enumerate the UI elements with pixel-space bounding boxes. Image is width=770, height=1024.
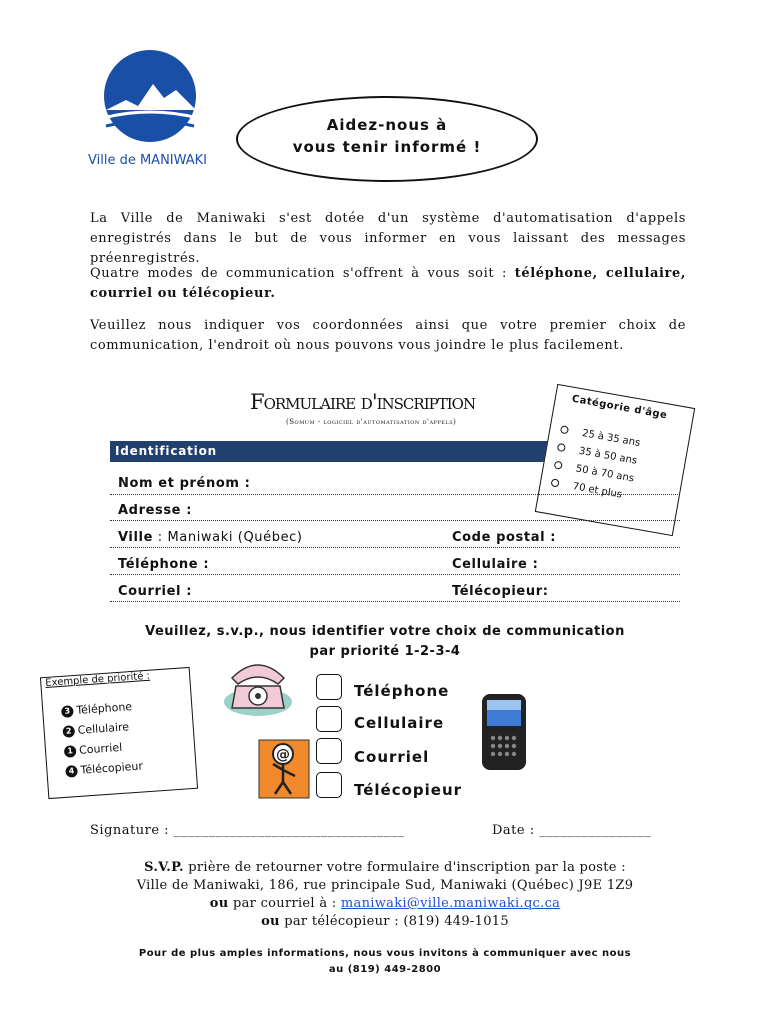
identification-header: Identification [110,441,560,461]
intro-paragraph-1: La Ville de Maniwaki s'est dotée d'un système d'automatisation d'appels enregistrés dans le but de vous informer en vous laissant des messages préenregistrés. [90,211,686,266]
city-postal-field[interactable] [110,547,680,548]
email-link[interactable]: maniwaki@ville.maniwaki.qc.ca [340,896,561,911]
checkbox-cellulaire[interactable] [316,706,342,732]
checkbox-courriel[interactable] [316,738,342,764]
name-field[interactable] [110,494,680,495]
example-title: Exemple de priorité : [44,670,151,690]
date-field[interactable]: Date : ________________ [492,823,652,838]
signature-field[interactable]: Signature : _________________________________ [90,823,405,838]
radio-icon[interactable] [560,425,569,434]
banner-oval [236,96,538,182]
number-icon: 4 [65,765,78,778]
radio-icon[interactable] [550,478,559,487]
checkbox-telephone[interactable] [316,674,342,700]
banner-line-2: vous tenir informé ! [292,138,482,156]
address-field[interactable] [110,520,680,521]
number-icon: 3 [61,705,74,718]
email-fax-field[interactable] [110,601,680,602]
number-icon: 1 [64,745,77,758]
cell-label: Cellulaire : [452,557,539,572]
email-at-icon [255,734,315,800]
svg-text:@: @ [276,747,290,763]
form-title: Formulaire d'inscription [250,390,476,414]
city-value: : Maniwaki (Québec) [157,530,303,545]
footer-info-line-1: Pour de plus amples informations, nous vous invitons à communiquer avec nous [138,948,632,959]
postal-label: Code postal : [452,530,557,545]
example-priority-box [40,667,198,799]
city-label: Ville : Maniwaki (Québec) [118,530,303,545]
cellphone-icon [478,692,530,772]
example-item: 1 Courriel [64,741,123,758]
intro-p2-text: Quatre modes de communication s'offrent à vous soit : [90,266,515,281]
intro-paragraph-2 [90,264,686,304]
phone-label: Téléphone : [118,557,210,572]
footer-info-line-2: au (819) 449-2800 [328,964,442,975]
radio-icon[interactable] [554,461,563,470]
footer-fax-line: ou par télécopieur : (819) 449-1015 [261,914,509,929]
intro-p2-bold: téléphone, cellulaire, courriel ou télécopieur. [90,266,686,301]
telephone-icon [218,648,298,720]
age-category-box [535,384,695,536]
email-label: Courriel : [118,584,193,599]
preference-title [100,622,670,662]
number-icon: 2 [62,725,75,738]
address-label: Adresse : [118,503,193,518]
form-subtitle: (Somum - logiciel d'automatisation d'appels) [286,418,457,426]
option-cellulaire-label: Cellulaire [354,714,445,732]
logo-emblem-icon [98,48,208,148]
logo-text: Ville de MANIWAKI [88,153,208,168]
checkbox-telecopieur[interactable] [316,772,342,798]
fax-label: Télécopieur: [452,584,549,599]
age-option-label: 50 à 70 ans [574,463,635,485]
ville-logo [58,28,228,183]
footer-address: Ville de Maniwaki, 186, rue principale Sud, Maniwaki (Québec) J9E 1Z9 [136,878,634,893]
banner-line-1: Aidez-nous à [326,116,448,134]
age-option-label: 70 et plus [571,481,623,501]
footer-email-line: ou par courriel à : maniwaki@ville.maniwaki.qc.ca [209,896,561,911]
intro-paragraph-3: Veuillez nous indiquer vos coordonnées ainsi que votre premier choix de communication, l'endroit où nous pouvons vous joindre le plus facilement. [90,318,686,353]
footer-line-1: S.V.P. prière de retourner votre formulaire d'inscription par la poste : [144,860,626,875]
example-item: 4 Télécopieur [65,759,143,777]
example-item: 2 Cellulaire [62,720,129,738]
option-telephone-label: Téléphone [354,682,450,700]
option-courriel-label: Courriel [354,748,430,766]
name-label: Nom et prénom : [118,476,251,491]
radio-icon[interactable] [557,443,566,452]
age-option-label: 25 à 35 ans [581,427,641,450]
phone-cell-field[interactable] [110,574,680,575]
age-category-title: Catégorie d'âge [570,393,669,422]
option-telecopieur-label: Télécopieur [354,781,463,799]
preference-line-1: Veuillez, s.v.p., nous identifier votre choix de communication [145,624,625,639]
example-item: 3 Téléphone [61,700,133,718]
age-option-label: 35 à 50 ans [578,445,638,467]
preference-line-2: par priorité 1-2-3-4 [309,644,461,659]
